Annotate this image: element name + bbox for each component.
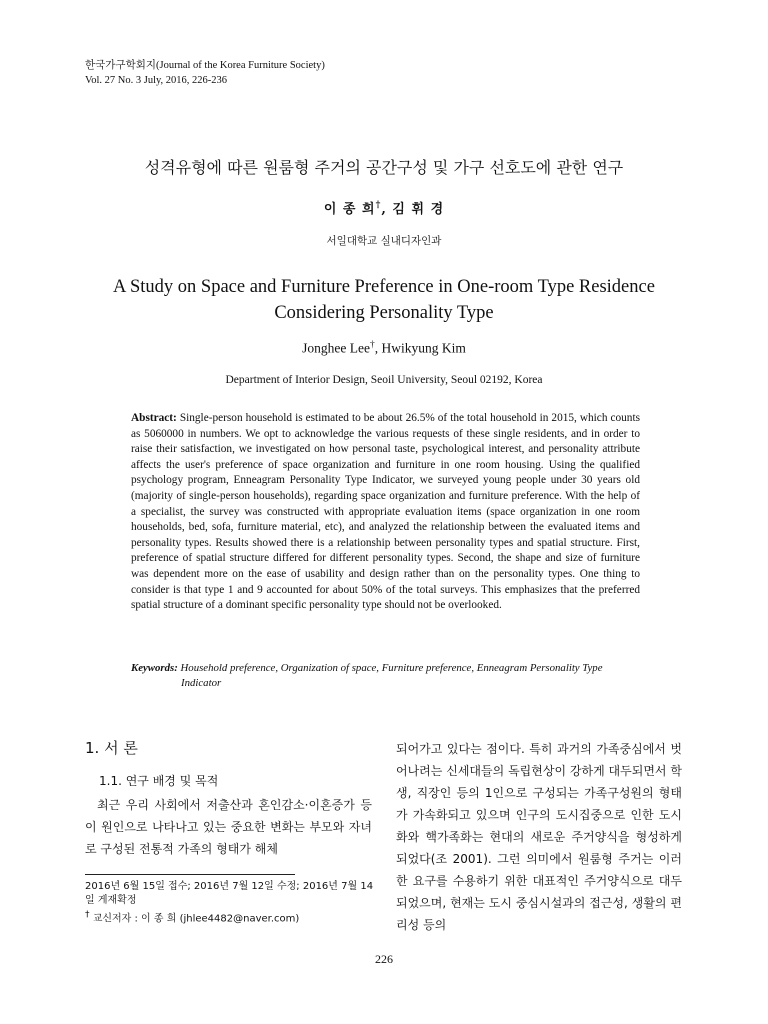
body-column-left	[85, 794, 372, 860]
journal-volume: Vol. 27 No. 3 July, 2016, 226-236	[85, 75, 228, 86]
title-english	[60, 274, 708, 326]
abstract-label: Abstract:	[131, 412, 177, 424]
body-paragraph-right: 되어가고 있다는 점이다. 특히 과거의 가족중심에서 벗어나려는 신세대들의 독립현상이 강하게 대두되면서 학생, 직장인 등의 1인으로 구성되는 가족구성원의 형태가 가속화되고 있으며 인구의 도시집중으로 인한 도시화와 핵가족화는 현대의 새로운 주거양식을 형성하게 되었다(조 2001). 그런 의미에서 원룸형 주거는 이러한 요구를 수용하기 위한 대표적인 주거양식으로 대두되었으며, 현재는 도시 중심시설과의 접근성, 생활의 편리성 등의	[396, 742, 682, 932]
abstract	[131, 411, 640, 614]
affiliation-english: Department of Interior Design, Seoil University, Seoul 02192, Korea	[225, 374, 543, 386]
journal-header	[85, 58, 325, 88]
author2-ko: 김 휘 경	[392, 202, 445, 217]
keywords	[131, 661, 640, 691]
footnote-dagger: †	[85, 910, 90, 920]
page-number: 226	[375, 952, 393, 966]
affiliation-korean: 서일대학교 실내디자인과	[326, 235, 442, 247]
author-separator-en: ,	[374, 340, 382, 356]
corresponding-dagger-en: †	[370, 340, 375, 350]
author2-en: Hwikyung Kim	[381, 340, 466, 356]
footnote-divider	[85, 874, 295, 875]
authors-english	[0, 340, 768, 357]
author1-en: Jonghee Lee	[302, 340, 370, 356]
keywords-line2: Indicator	[181, 677, 222, 689]
title-english-line1: A Study on Space and Furniture Preference in One-room Type Residence	[113, 277, 655, 297]
author-separator-ko: ,	[381, 202, 393, 217]
subsection-heading: 1.1. 연구 배경 및 목적	[99, 774, 219, 788]
corresponding-dagger-ko: †	[375, 199, 382, 211]
title-korean: 성격유형에 따른 원룸형 주거의 공간구성 및 가구 선호도에 관한 연구	[144, 158, 624, 177]
abstract-text: Single-person household is estimated to be about 26.5% of the total household in 2015, which counts as 5060000 in numbers. We opt to acknowledge the various requests of these single residents, and in order to raise their satisfaction, we investigated on how personal taste, psychological interest, and personality attribute affects the user's preference of space organization and furniture in one room housing. Using the qualified psychology program, Enneagram Personality Type Indicator, we surveyed young people under 30 years old (majority of single-person households), regarding space organization and furniture preference. With the help of a specialist, the survey was constructed with appropriate evaluation items (space organization in one room households, bed, sofa, furniture material, etc), and analyzed the relationship between the evaluated items and personality types. Results showed there is a relationship between personality types and spatial structure. First, preference of spatial structure differed for different personality types. Second, the shape and size of furniture was dependent more on the ease of usability and design rather than on the personality types. One thing to consider is that type 1 and 9 accounted for about 50% of the total surveys. This emphasizes that the preferred spatial structure of a dominant specific personality type should not be overlooked.	[131, 412, 640, 612]
keywords-line1: Household preference, Organization of space, Furniture preference, Enneagram Personality Type	[180, 662, 603, 674]
authors-korean	[0, 198, 768, 217]
footnote-correspondence	[85, 908, 375, 926]
footnote	[85, 880, 375, 926]
journal-name: 한국가구학회지(Journal of the Korea Furniture Society)	[85, 60, 325, 71]
body-paragraph-left: 최근 우리 사회에서 저출산과 혼인감소·이혼증가 등이 원인으로 나타나고 있는 중요한 변화는 부모와 자녀로 구성된 전통적 가족의 형태가 해체	[85, 798, 372, 856]
footnote-corresponding-author: 교신저자 : 이 종 희 (jhlee4482@naver.com)	[92, 913, 300, 925]
author1-ko: 이 종 희	[323, 202, 376, 217]
body-column-right	[396, 738, 682, 936]
title-english-line2: Considering Personality Type	[274, 303, 494, 323]
section-heading: 1. 서 론	[85, 739, 138, 757]
keywords-label: Keywords:	[131, 662, 178, 674]
footnote-dates: 2016년 6월 15일 접수; 2016년 7월 12일 수정; 2016년 7월 14일 게재확정	[85, 881, 374, 906]
